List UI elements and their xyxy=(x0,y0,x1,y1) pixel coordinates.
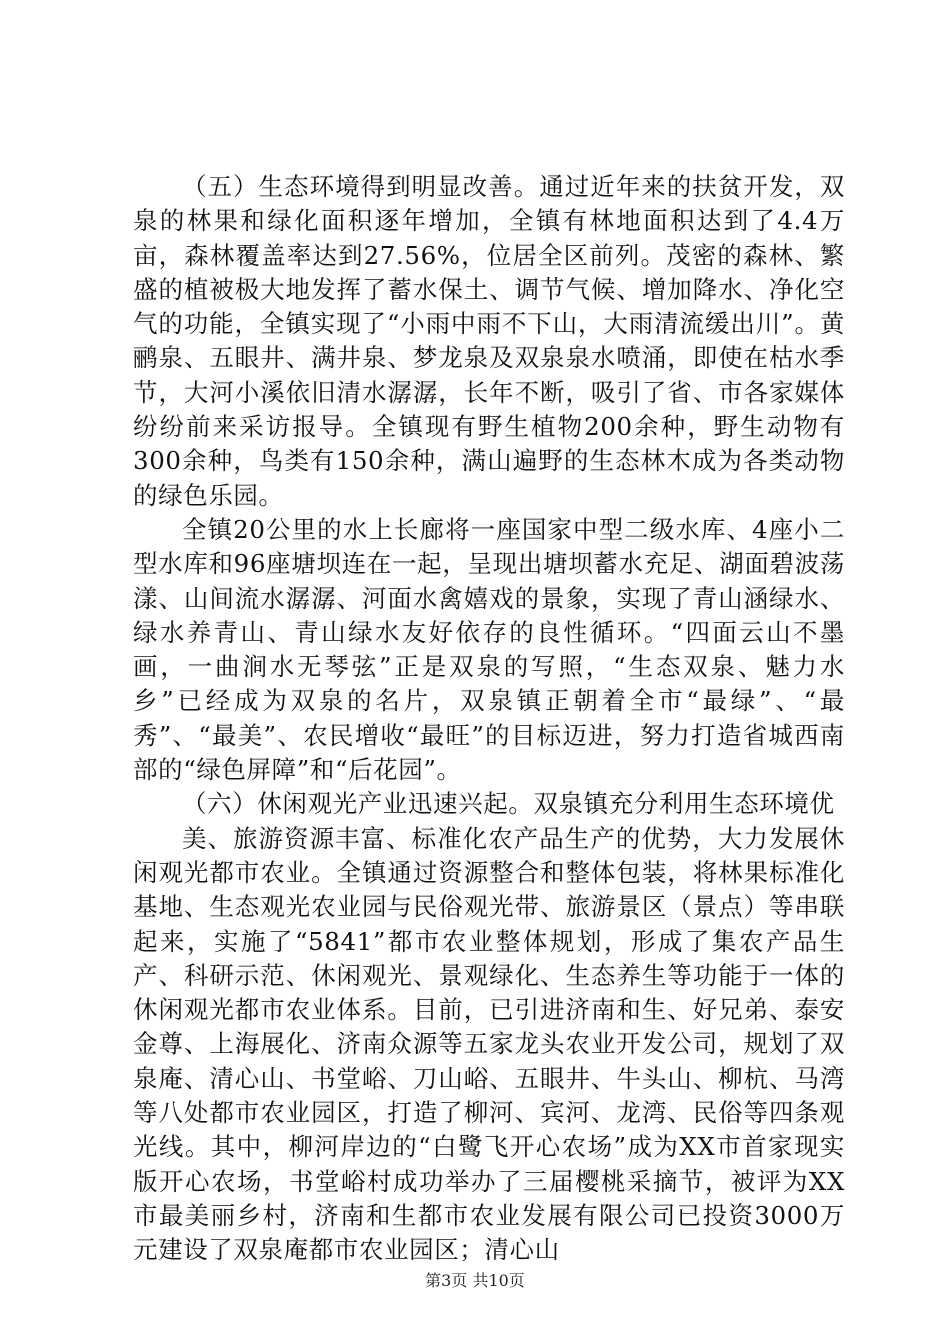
paragraph-leisure-heading: （六）休闲观光产业迅速兴起。双泉镇充分利用生态环境优 xyxy=(182,789,835,819)
paragraph-ecology: （五）生态环境得到明显改善。通过近年来的扶贫开发，双泉的林果和绿化面积逐年增加，全镇有林地面积达到了4.4万亩，森林覆盖率达到27.56%，位居全区前列。茂密的森林、繁盛的植被极大地发挥了蓄水保土、调节气候、增加降水、净化空气的功能，全镇实现了“小雨中雨不下山，大雨清流缓出川”。黄鹂泉、五眼井、满井泉、梦龙泉及双泉泉水喷涌，即使在枯水季节，大河小溪依旧清水潺潺，长年不断，吸引了省、市各家媒体纷纷前来采访报导。全镇现有野生植物200余种，野生动物有300余种，鸟类有150余种，满山遍野的生态林木成为各类动物的绿色乐园。 xyxy=(133,172,845,510)
document-body xyxy=(133,170,845,1268)
paragraph-leisure-body: 美、旅游资源丰富、标准化农产品生产的优势，大力发展休闲观光都市农业。全镇通过资源整合和整体包装，将林果标准化基地、生态观光农业园与民俗观光带、旅游景区（景点）等串联起来，实施了“5841”都市农业整体规划，形成了集农产品生产、科研示范、休闲观光、景观绿化、生态养生等功能于一体的休闲观光都市农业体系。目前，已引进济南和生、好兄弟、泰安金尊、上海展化、济南众源等五家龙头农业开发公司，规划了双泉庵、清心山、书堂峪、刀山峪、五眼井、牛头山、柳杭、马湾等八处都市农业园区，打造了柳河、宾河、龙湾、民俗等四条观光线。其中，柳河岸边的“白鹭飞开心农场”成为XX市首家现实版开心农场，书堂峪村成功举办了三届樱桃采摘节，被评为XX市最美丽乡村，济南和生都市农业发展有限公司已投资3000万元建设了双泉庵都市农业园区；清心山 xyxy=(133,823,845,1265)
paragraph-water-corridor: 全镇20公里的水上长廊将一座国家中型二级水库、4座小二型水库和96座塘坝连在一起，呈现出塘坝蓄水充足、湖面碧波荡漾、山间流水潺潺、河面水禽嬉戏的景象，实现了青山涵绿水、绿水养青山、青山绿水友好依存的良性循环。“四面云山不墨画，一曲涧水无琴弦”正是双泉的写照，“生态双泉、魅力水乡”已经成为双泉的名片，双泉镇正朝着全市“最绿”、“最秀”、“最美”、农民增收“最旺”的目标迈进，努力打造省城西南部的“绿色屏障”和“后花园”。 xyxy=(133,514,845,785)
page-footer: 第3页 共10页 xyxy=(425,1271,525,1290)
